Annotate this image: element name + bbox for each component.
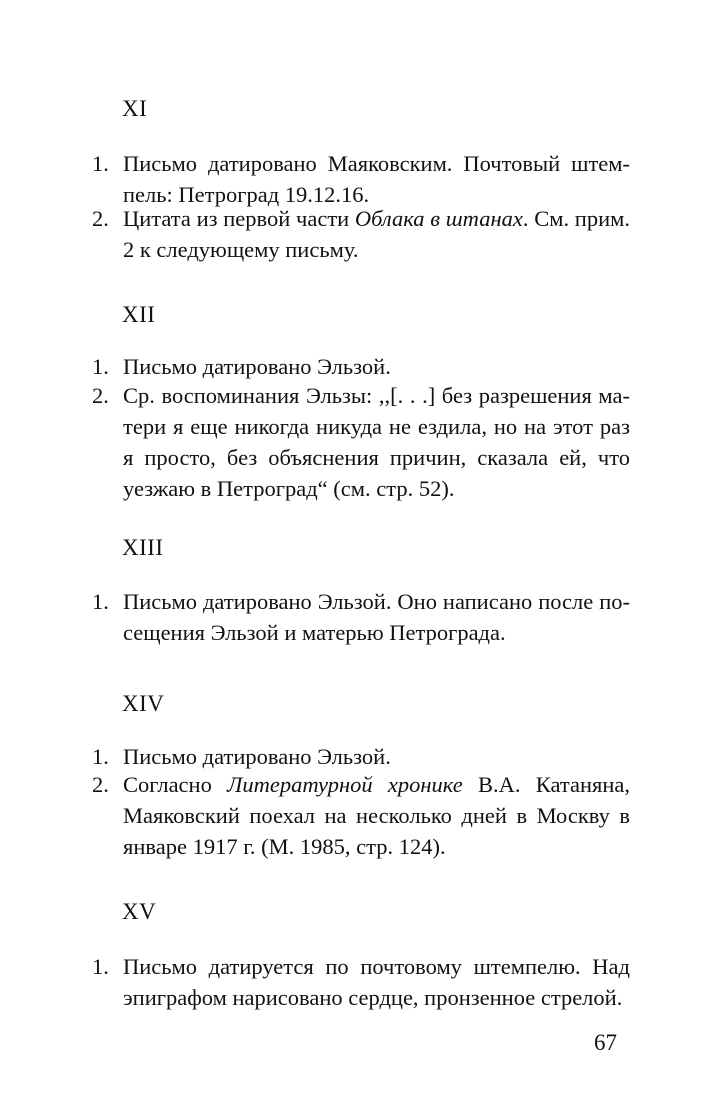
note-text-run: Ср. воспоминания Эльзы: ,,[. . .] без разрешения ма-тери я еще никогда никуда не ездила, но на этот раз я просто, без объяснения причин, сказала ей, что уезжаю в Петроград“ (см. стр. 52). — [123, 383, 630, 501]
page-number: 67 — [594, 1030, 617, 1055]
note-xi-1 — [92, 148, 630, 210]
note-xiv-2 — [92, 769, 630, 862]
note-number: 1. — [92, 954, 109, 979]
note-text — [123, 586, 630, 648]
section-heading-xv: XV — [122, 899, 157, 924]
note-number: 1. — [92, 744, 109, 769]
note-text — [123, 951, 630, 1013]
note-text — [123, 148, 630, 210]
note-xii-1 — [92, 351, 630, 382]
section-heading-xi: XI — [122, 96, 148, 121]
note-text-run: Письмо датировано Эльзой. — [123, 744, 391, 769]
note-xi-2 — [92, 203, 630, 265]
note-text-run: Согласно — [123, 772, 228, 797]
note-text-run: Письмо датируется по почтовому штемпелю. Над эпиграфом нарисовано сердце, пронзенное стрелой. — [123, 954, 630, 1010]
note-text — [123, 741, 630, 772]
note-text — [123, 380, 630, 504]
note-number: 2. — [92, 206, 109, 231]
note-text-run: Письмо датировано Эльзой. Оно написано после по-сещения Эльзой и матерью Петрограда. — [123, 589, 630, 645]
note-text-italic: Облака в штанах — [354, 206, 523, 231]
note-text — [123, 203, 630, 265]
note-number: 1. — [92, 589, 109, 614]
note-number: 2. — [92, 383, 109, 408]
note-text-italic: Литературной хронике — [227, 772, 463, 797]
note-text — [123, 351, 630, 382]
note-number: 1. — [92, 151, 109, 176]
note-xiii-1 — [92, 586, 630, 648]
note-xii-2 — [92, 380, 630, 504]
note-text-run: В.А. Катаняна, Маяковский поехал на несколько дней в Москву в январе 1917 г. (М. 1985, стр. 124). — [123, 772, 630, 859]
note-xiv-1 — [92, 741, 630, 772]
section-heading-xii: XII — [122, 302, 156, 327]
note-text-run: . См. прим. 2 к следующему письму. — [123, 206, 630, 262]
note-text-run: Письмо датировано Маяковским. Почтовый штем-пель: Петроград 19.12.16. — [123, 151, 630, 207]
note-text-run: Цитата из первой части — [123, 206, 355, 231]
note-number: 1. — [92, 354, 109, 379]
section-heading-xiii: XIII — [122, 535, 164, 560]
note-text-run: Письмо датировано Эльзой. — [123, 354, 391, 379]
note-xv-1 — [92, 951, 630, 1013]
note-number: 2. — [92, 772, 109, 797]
note-text — [123, 769, 630, 862]
section-heading-xiv: XIV — [122, 691, 165, 716]
